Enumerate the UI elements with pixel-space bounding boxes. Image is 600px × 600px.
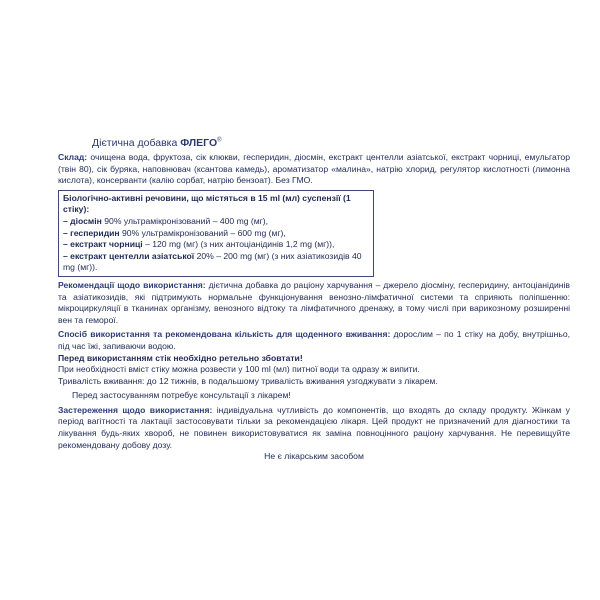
usage-consult: Перед застосуванням потребує консультації з лікарем! xyxy=(72,390,291,401)
usage-duration: Тривалість вживання: до 12 тижнів, в подальшому тривалість вживання узгоджувати з лікарем. xyxy=(58,375,438,386)
usage-dilute: При необхідності вміст стіку можна розвести у 100 ml (мл) питної води та одразу ж випити. xyxy=(58,364,420,375)
usage-shake: Перед використанням стік необхідно ретельно збовтати! xyxy=(58,352,303,363)
usage-label: Спосіб використання та рекомендована кількість для щоденного вживання: xyxy=(58,329,391,340)
active-item-detail: – 120 mg (мг) (з них антоціанідинів 1,2 mg (мг)), xyxy=(142,239,335,250)
active-item-hesperidin xyxy=(63,228,369,240)
composition-text: очищена вода, фруктоза, сік клюкви, гесперидин, діосмін, екстракт центелли азіатської, екстракт чорниці, емульгатор (твін 80), сік буряка, наповнювач (ксантова камедь), ароматизатор «малина», натрію хлорид, регулятор кислотності (лимонна кислота), консерванти (калію сорбат, натрію бензоат). Без ГМО. xyxy=(58,152,570,186)
usage-text: дорослим – по 1 стіку на добу, внутрішньо, під час їжі, запиваючи водою. xyxy=(58,329,571,351)
active-item-detail: 90% ультрамікронізований – 600 mg (мг), xyxy=(119,227,286,238)
recommendations-paragraph xyxy=(58,280,570,326)
active-item-centella xyxy=(63,251,369,274)
active-box-heading: Біологічно-активні речовини, що містяться в 15 ml (мл) суспензії (1 стіку): xyxy=(63,192,351,215)
label-content xyxy=(58,134,570,463)
active-item-name: – екстракт чорниці xyxy=(63,239,143,250)
warnings-text: індивідуальна чутливість до компонентів, що входять до складу продукту. Жінкам у період вагітності та лактації застосовувати тільки за рекомендацією лікаря. Цей продукт не призначений для діагностики та лікування будь-яких хвороб, не повинен використовуватися як заміна повноцінного раціону харчування. Не перевищуйте рекомендовану добову дозу. xyxy=(58,404,570,450)
active-item-name: – гесперидин xyxy=(63,227,120,238)
recommendations-label: Рекомендації щодо використання: xyxy=(58,279,206,290)
title-prefix: Дієтична добавка xyxy=(92,137,178,149)
warnings-paragraph xyxy=(58,405,570,451)
brand-name: ФЛЕГО xyxy=(180,137,218,149)
active-item-name: – діосмін xyxy=(63,215,102,226)
composition-label: Склад: xyxy=(58,152,88,162)
composition-paragraph xyxy=(58,152,570,187)
active-item-diosmin xyxy=(63,216,369,228)
active-item-name: – екстракт центелли азіатської xyxy=(63,250,195,261)
active-item-detail: 90% ультрамікронізований – 400 mg (мг), xyxy=(101,215,269,226)
active-item-bilberry xyxy=(63,239,369,251)
usage-paragraph xyxy=(58,329,570,352)
active-item-detail: 20% – 200 mg (мг) (з них азіатикозидів 40 mg (мг)). xyxy=(63,250,362,273)
footer-note: Не є лікарським засобом xyxy=(264,451,364,462)
warnings-label: Застереження щодо використання: xyxy=(58,404,213,415)
active-substances-box xyxy=(58,190,374,277)
registered-mark: ® xyxy=(217,137,222,144)
recommendations-text: дієтична добавка до раціону харчування – джерело діосміну, гесперидину, антоціанідинів та азіатикозидів, які підтримують нормальне функціонування венозно-лімфатичної системи та сприяють поліпшенню: мікроциркуляції в тканинах організму, венозного відтоку та лімфатичного дренажу, в тому числі при варикозному розширенні вен та геморої. xyxy=(58,279,570,325)
